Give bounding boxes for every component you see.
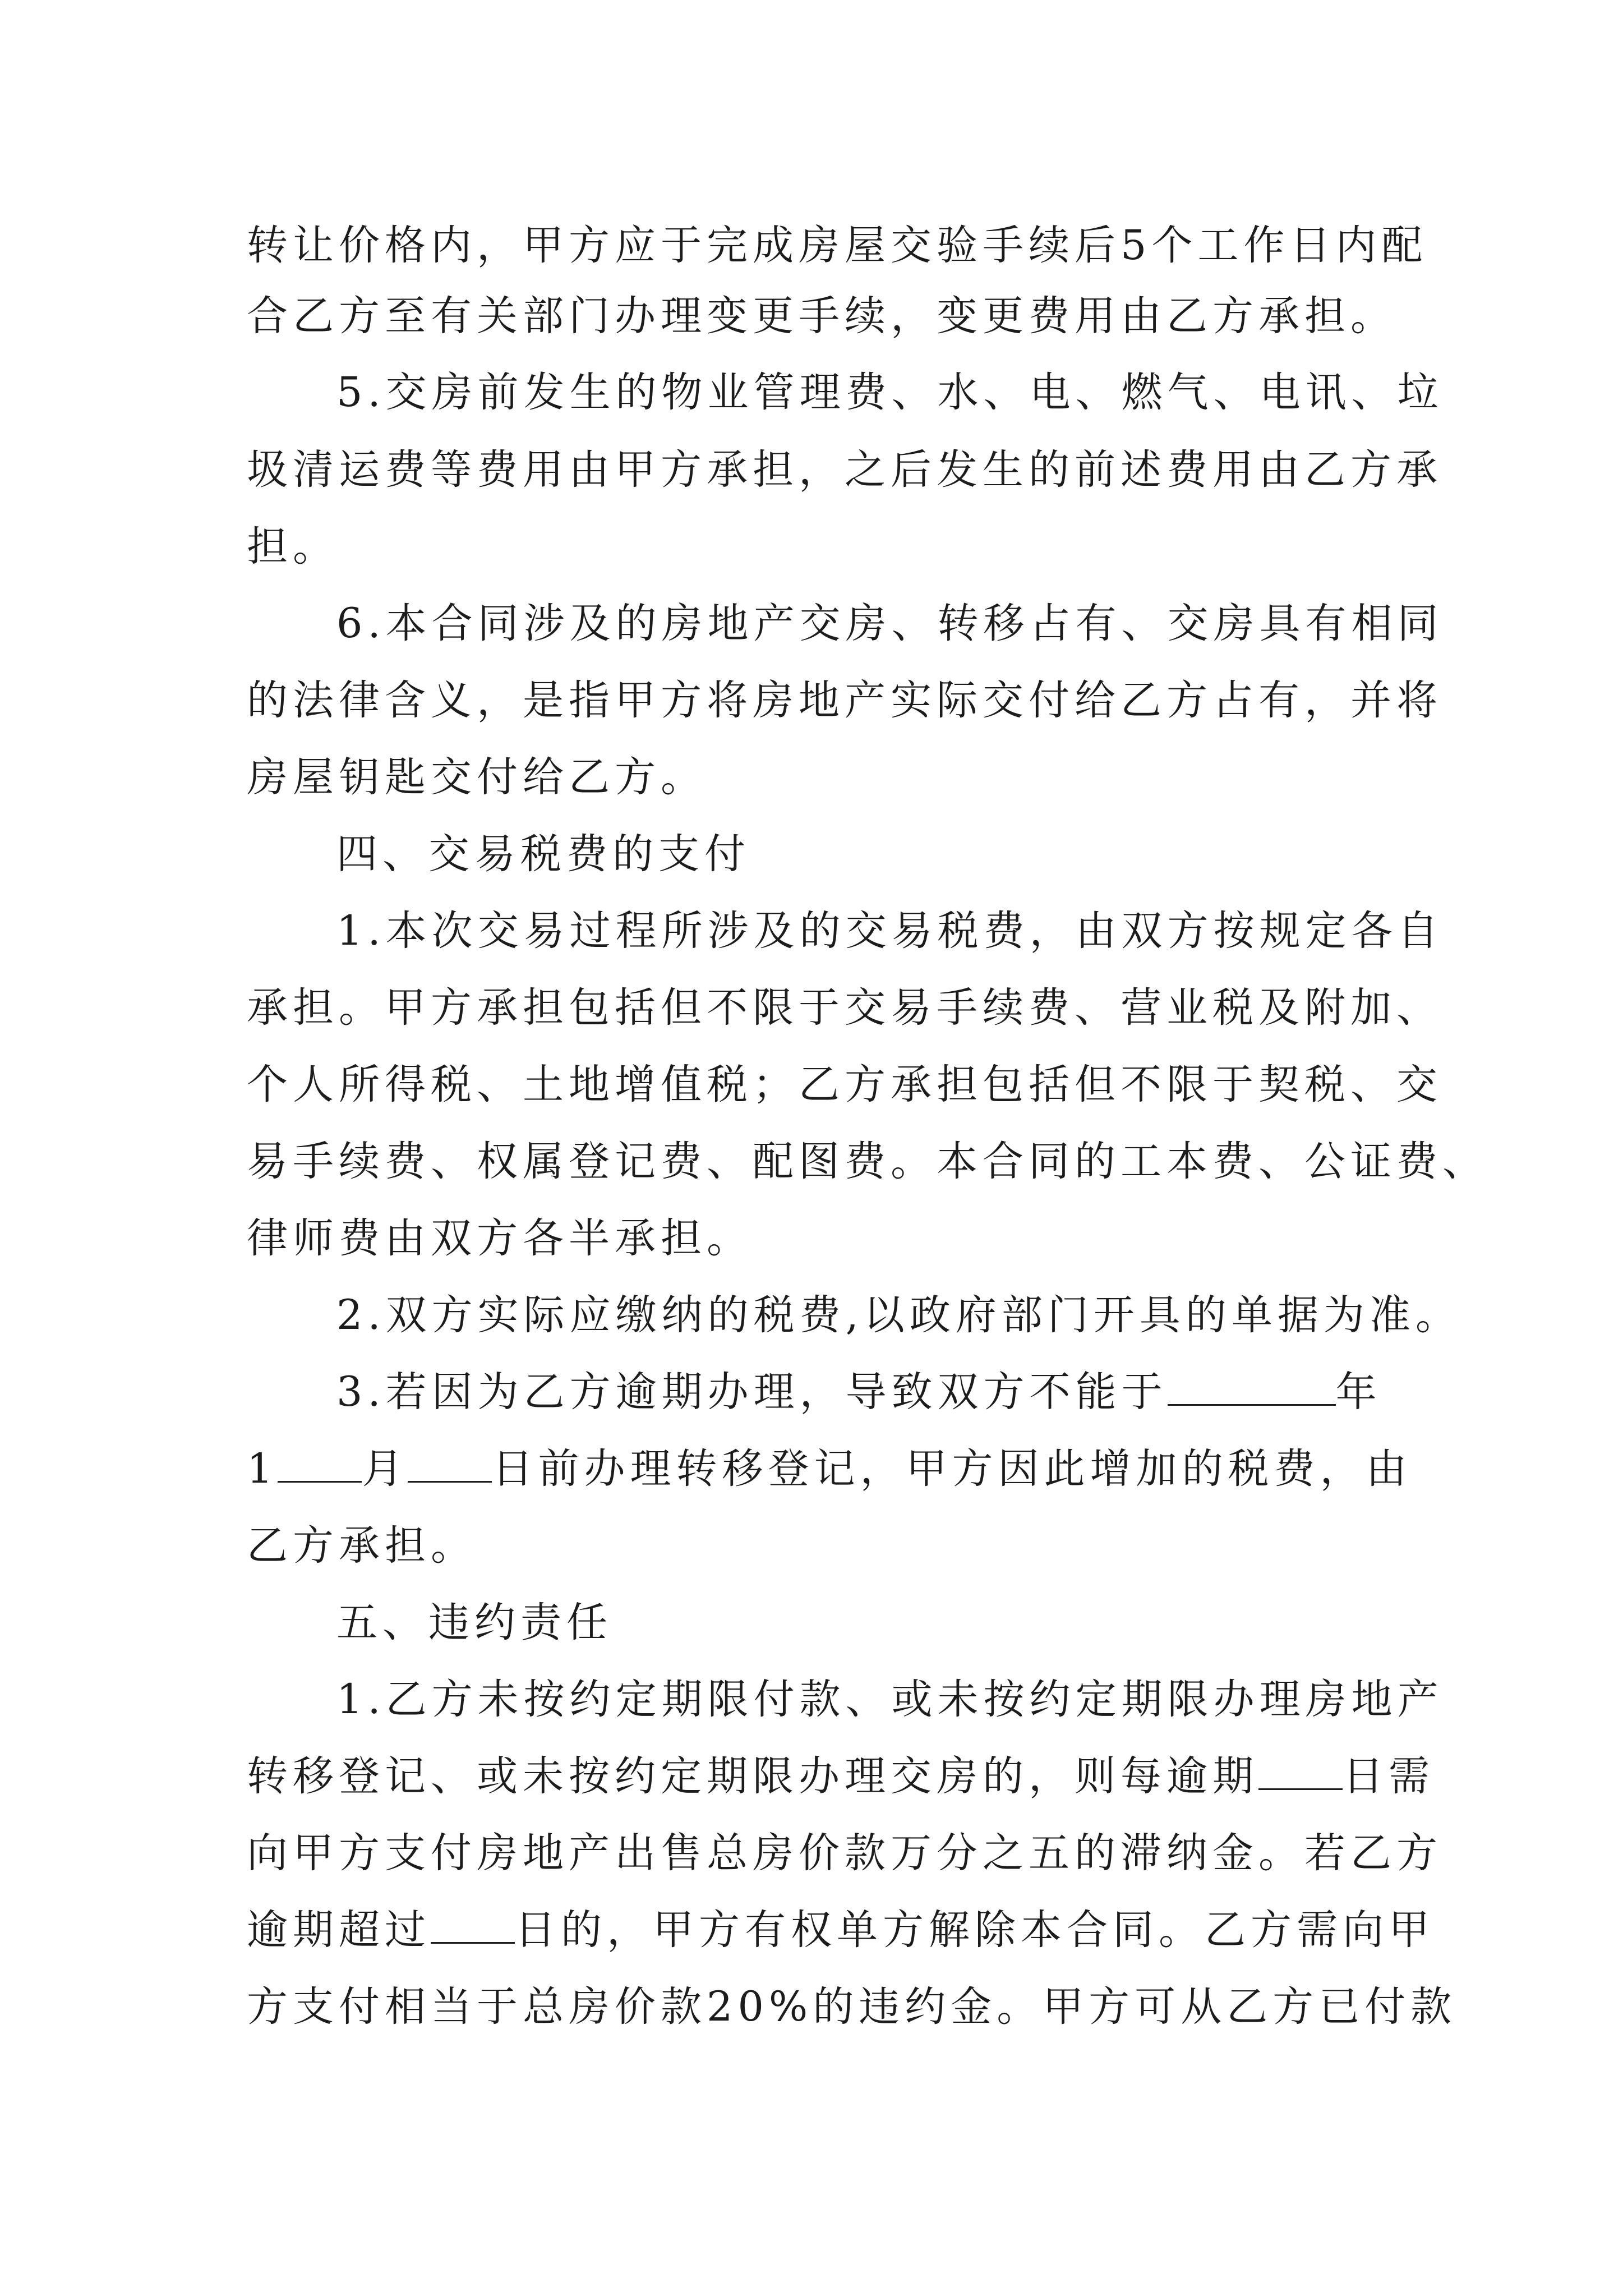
- text-line: [247, 1749, 1435, 1805]
- text-line: 承担。甲方承担包括但不限于交易手续费、营业税及附加、: [247, 984, 1442, 1032]
- text-line: 1.乙方未按约定期限付款、或未按约定期限办理房地产: [336, 1676, 1444, 1723]
- text-segment: 月: [362, 1445, 408, 1493]
- text-line: 合乙方至有关部门办理变更手续，变更费用由乙方承担。: [247, 292, 1396, 340]
- text-line: [247, 1902, 1435, 1958]
- text-line: 转让价格内，甲方应于完成房屋交验手续后5个工作日内配: [247, 222, 1428, 269]
- text-line: 向甲方支付房地产出售总房价款万分之五的滞纳金。若乙方: [247, 1829, 1442, 1877]
- text-line: 担。: [247, 523, 339, 570]
- text-line: [247, 1441, 1412, 1497]
- blank-field: [431, 1907, 515, 1944]
- year-blank: [1168, 1369, 1336, 1406]
- text-segment: 转移登记、或未按约定期限办理交房的，则每逾期: [247, 1752, 1258, 1800]
- text-segment: 逾期超过: [247, 1906, 431, 1954]
- section-heading: 五、违约责任: [336, 1599, 612, 1646]
- text-segment: 日前办理转移登记，甲方因此增加的税费，由: [492, 1445, 1412, 1493]
- text-line: 圾清运费等费用由甲方承担，之后发生的前述费用由乙方承: [247, 446, 1442, 494]
- text-line: 5.交房前发生的物业管理费、水、电、燃气、电讯、垃: [336, 369, 1444, 416]
- text-segment: 1: [247, 1445, 278, 1493]
- text-line: 乙方承担。: [247, 1522, 477, 1570]
- text-line: 律师费由双方各半承担。: [247, 1214, 753, 1262]
- text-segment: 日需: [1343, 1752, 1435, 1800]
- text-line: 个人所得税、土地增值税；乙方承担包括但不限于契税、交: [247, 1061, 1442, 1108]
- text-line: [336, 1364, 1391, 1420]
- text-line: 易手续费、权属登记费、配图费。本合同的工本费、公证费、: [247, 1138, 1488, 1185]
- text-line: 6.本合同涉及的房地产交房、转移占有、交房具有相同: [336, 600, 1444, 647]
- text-line: 2.双方实际应缴纳的税费,以政府部门开具的单据为准。: [336, 1291, 1461, 1339]
- blank-field: [278, 1446, 362, 1483]
- section-heading: 四、交易税费的支付: [336, 830, 750, 878]
- text-line: 方支付相当于总房价款20%的违约金。甲方可从乙方已付款: [247, 1983, 1457, 2031]
- text-segment: 年: [1335, 1368, 1382, 1416]
- blank-field: [408, 1446, 492, 1483]
- text-segment: 日的，甲方有权单方解除本合同。乙方需向甲: [515, 1906, 1435, 1954]
- text-line: 的法律含义，是指甲方将房地产实际交付给乙方占有，并将: [247, 677, 1442, 724]
- text-segment: 3.若因为乙方逾期办理，导致双方不能于: [336, 1368, 1168, 1416]
- text-line: 房屋钥匙交付给乙方。: [247, 753, 707, 801]
- text-line: 1.本次交易过程所涉及的交易税费，由双方按规定各自: [336, 907, 1444, 955]
- blank-field: [1258, 1754, 1343, 1790]
